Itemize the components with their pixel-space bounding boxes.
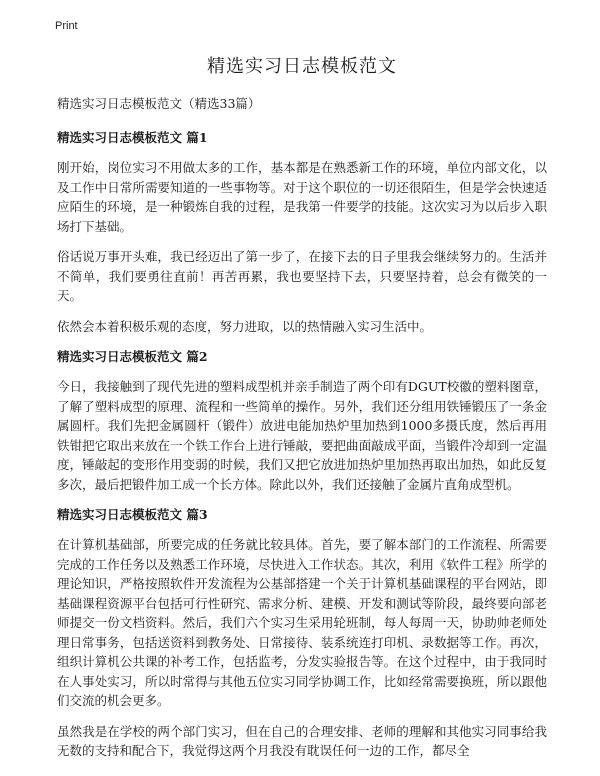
paragraph: 俗话说万事开头难，我已经迈出了第一步了，在接下去的日子里我会继续努力的。生活并不简单，我们要勇往直前！再苦再累，我也要坚持下去，只要坚持着，总会有微笑的一天。	[57, 249, 547, 303]
section-heading: 精选实习日志模板范文 篇3	[57, 507, 208, 522]
document-title: 精选实习日志模板范文	[207, 56, 397, 77]
section-heading: 精选实习日志模板范文 篇2	[57, 349, 208, 364]
paragraph: 刚开始，岗位实习不用做太多的工作，基本都是在熟悉新工作的环境，单位内部文化，以及工作中日常所需要知道的一些事物等。对于这个职位的一切还很陌生，但是学会快速适应陌生的环境，是一种锻炼自我的过程，是我第一件要学的技能。这次实习为以后步入职场打下基础。	[57, 160, 547, 234]
section-1	[57, 128, 547, 336]
paragraph: 虽然我是在学校的两个部门实习，但在自己的合理安排、老师的理解和其他实习同事给我无数的支持和配合下，我觉得这两个月我没有耽误任何一边的工作，都尽全	[57, 723, 547, 758]
paragraph: 在计算机基础部，所要完成的任务就比较具体。首先，要了解本部门的工作流程、所需要完成的工作任务以及熟悉工作环境，尽快进入工作状态。其次，利用《软件工程》所学的理论知识，严格按照软件开发流程为公基部搭建一个关于计算机基础课程的平台网站，即基础课程资源平台包括可行性研究、需求分析、建模、开发和测试等阶段，最终要向部老师提交一份文档资料。然后，我们六个实习生采用轮班制，每人每周一天，协助帅老师处理日常事务，包括送资料到教务处、日常接待、装系统连打印机、录数据等工作。再次，组织计算机公共课的补考工作，包括监考，分发实验报告等。在这个过程中，由于我同时在人事处实习，所以时常得与其他五位实习同学协调工作，比如经常需要换班，所以跟他们交流的机会更多。	[57, 537, 547, 708]
paragraph: 今日，我接触到了现代先进的塑料成型机并亲手制造了两个印有DGUT校徽的塑料图章，了解了塑料成型的原理、流程和一些简单的操作。另外，我们还分组用铁锤锻压了一条金属圆杆。我们先把金属圆杆（锻件）放进电能加热炉里加热到1000多摄氏度，然后再用铁钳把它取出来放在一个铁工作台上进行锤敲，要把曲面敲成平面，当锻件冷却到一定温度，锤敲起的变形作用变弱的时候，我们又把它放进加热炉里加热再取出加热，如此反复多次，最后把锻件加工成一个长方体。除此以外，我们还接触了金属片直角成型机。	[57, 379, 547, 492]
section-2	[57, 347, 547, 494]
print-label[interactable]: Print	[55, 20, 78, 32]
paragraph: 依然会本着积极乐观的态度，努力进取，以的热情融入实习生活中。	[57, 318, 433, 334]
document-subtitle: 精选实习日志模板范文（精选33篇）	[57, 96, 261, 111]
document-page	[57, 52, 547, 772]
section-heading: 精选实习日志模板范文 篇1	[57, 130, 208, 145]
section-3	[57, 505, 547, 761]
